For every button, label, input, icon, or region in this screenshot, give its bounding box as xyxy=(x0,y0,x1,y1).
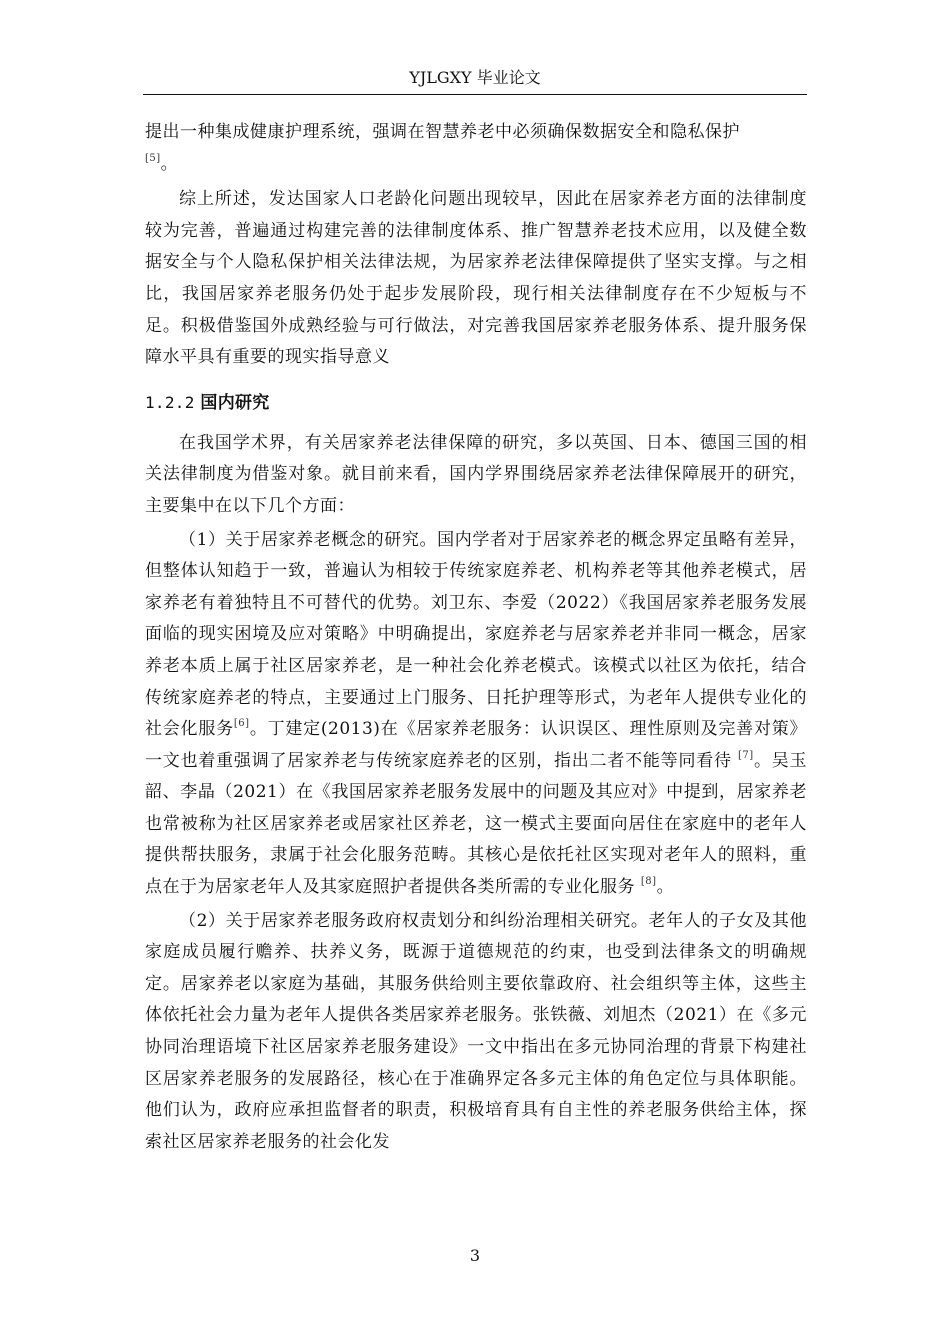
citation-7[interactable]: [7] xyxy=(737,749,754,761)
paragraph-summary: 综上所述，发达国家人口老龄化问题出现较早，因此在居家养老方面的法律制度较为完善，普遍通过构建完善的法律制度体系、推广智慧养老技术应用，以及健全数据安全与个人隐私保护相关法律法规，为居家养老法律保障提供了坚实支撑。与之相比，我国居家养老服务仍处于起步发展阶段，现行相关法律制度存在不少短板与不足。积极借鉴国外成熟经验与可行做法，对完善我国居家养老服务体系、提升服务保障水平具有重要的现实指导意义 xyxy=(145,189,807,368)
paragraph-segment: 。丁建定(2013)在《居家养老服务：认识误区、理性原则及完善对策》一文也着重强调了居家养老与传统家庭养老的区别，指出二者不能等同看待 xyxy=(145,719,808,771)
page-number: 3 xyxy=(469,1246,481,1265)
body-text xyxy=(145,117,807,1160)
paragraph-continued xyxy=(145,117,807,180)
section-title: 国内研究 xyxy=(200,392,270,413)
running-header: YJLGXY 毕业论文 xyxy=(409,68,541,87)
paragraph-governance: （2）关于居家养老服务政府权责划分和纠纷治理相关研究。老年人的子女及其他家庭成员履行赡养、扶养义务，既源于道德规范的约束，也受到法律条文的明确规定。居家养老以家庭为基础，其服务供给则主要依靠政府、社会组织等主体，这些主体依托社会力量为老年人提供各类居家养老服务。张铁薇、刘旭杰（2021）在《多元协同治理语境下社区居家养老服务建设》一文中指出在多元协同治理的背景下构建社区居家养老服务的发展路径，核心在于准确界定各多元主体的角色定位与具体职能。他们认为，政府应承担监督者的职责，积极培育具有自主性的养老服务供给主体，探索社区居家养老服务的社会化发 xyxy=(145,910,807,1152)
paragraph-concept xyxy=(145,525,807,904)
paragraph-tail: 。 xyxy=(160,153,179,174)
citation-5[interactable]: [5] xyxy=(145,152,161,164)
paragraph-text: 提出一种集成健康护理系统，强调在智慧养老中必须确保数据安全和隐私保护 xyxy=(145,122,740,142)
section-heading xyxy=(145,388,807,418)
citation-8[interactable]: [8] xyxy=(640,876,657,888)
header-rule xyxy=(143,94,807,95)
paragraph-intro: 在我国学术界，有关居家养老法律保障的研究，多以英国、日本、德国三国的相关法律制度为借鉴对象。就目前来看，国内学界围绕居家养老法律保障展开的研究，主要集中在以下几个方面： xyxy=(145,432,807,516)
paragraph-segment: 。吴玉韶、李晶（2021）在《我国居家养老服务发展中的问题及其应对》中提到，居家养老也常被称为社区居家养老或居家社区养老，这一模式主要面向居住在家庭中的老年人提供帮扶服务，隶属于社会化服务范畴。其核心是依托社区实现对老年人的照料，重点在于为居家老年人及其家庭照护者提供各类所需的专业化服务 xyxy=(145,750,808,898)
section-number: 1.2.2 xyxy=(145,392,195,412)
citation-6[interactable]: [6] xyxy=(233,718,250,730)
paragraph-segment: （1）关于居家养老概念的研究。国内学者对于居家养老的概念界定虽略有差异，但整体认知趋于一致，普遍认为相较于传统家庭养老、机构养老等其他养老模式，居家养老有着独特且不可替代的优势。刘卫东、李爱（2022）《我国居家养老服务发展面临的现实困境及应对策略》中明确提出，家庭养老与居家养老并非同一概念，居家养老本质上属于社区居家养老，是一种社会化养老模式。该模式以社区为依托，结合传统家庭养老的特点，主要通过上门服务、日托护理等形式，为老年人提供专业化的社会化服务 xyxy=(145,529,807,740)
paragraph-segment: 。 xyxy=(656,877,675,898)
